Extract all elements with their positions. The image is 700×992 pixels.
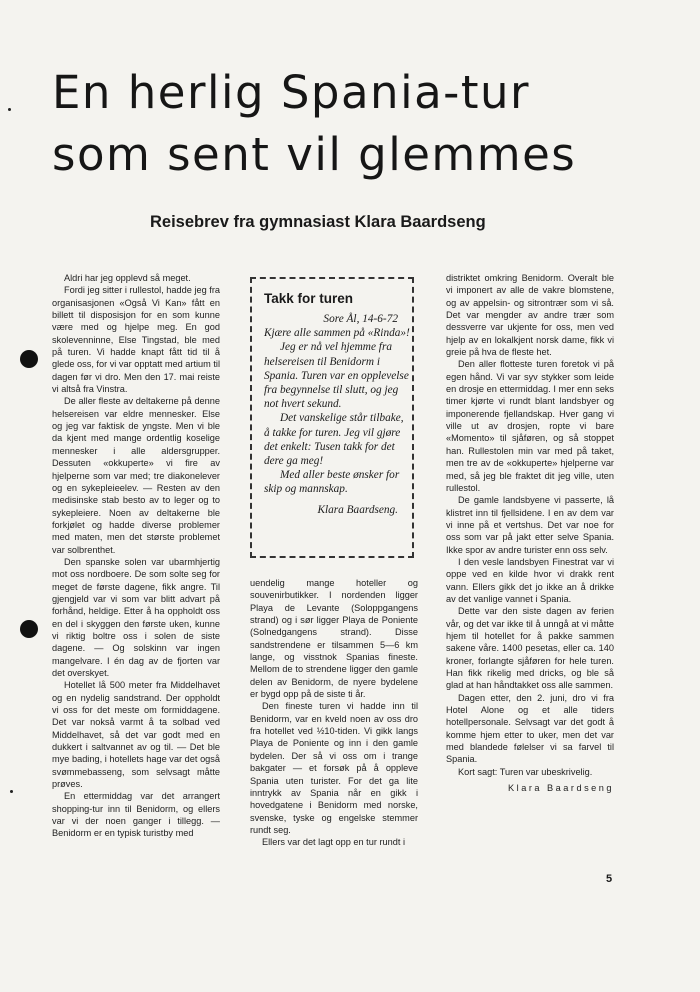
page-speck [10, 790, 13, 793]
punch-hole-bottom [20, 620, 38, 638]
paragraph: Den spanske solen var ubarmhjertig mot oss nordboere. De som solte seg for meget de første dagene, fikk angre. Til gjengjeld var vi som var blitt advart på forhånd, heldige. Etter å ha oppholdt oss en del i skyggen den første uken, kunne vi riktig boltre oss i solen de siste dagene. — Og solskinn var ingen mangelvare. I én dag av de fjorten var det overskyet. [52, 556, 220, 678]
paragraph: Fordi jeg sitter i rullestol, hadde jeg fra organisasjonen «Også Vi Kan» fått en billett til disposisjon for en som kunne være med og hjelpe meg. En god skolevenninne, Else Tingstad, ble med på turen. Vi hadde knapt fått tid til å glede oss, for vi var opptatt med artium til dagen før vi dro. Men den 17. mai reiste vi altså fra Vinstra. [52, 285, 220, 395]
paragraph: En ettermiddag var det arrangert shopping-tur inn til Benidorm, og ellers var vi der noen ganger i tillegg. — Benidorm er en typisk turistby med [52, 791, 220, 839]
letter-box [250, 277, 414, 558]
letter-body: Med aller beste ønsker for skip og mannskap. [264, 469, 400, 496]
column-1 [52, 272, 220, 840]
column-3 [446, 272, 614, 794]
letter-signature: Klara Baardseng. [317, 503, 398, 516]
letter-greeting: Kjære alle sammen på «Rinda»! [264, 327, 410, 340]
column-2 [250, 577, 418, 849]
paragraph: uendelig mange hoteller og souvenirbutikker. I nordenden ligger Playa de Levante (Soloppgangens strand) og i sør ligger Playa de Poniente (Solnedgangens strand). Disse sandstrendene er tilsammen 5—6 km lange, og visstnok Spanias fineste. Mellom de to strendene ligger den gamle delen av Benidorm, de nyere bydelene er bygd opp på de siste ti år. [250, 578, 418, 700]
letter-body: Jeg er nå vel hjemme fra helsereisen til Benidorm i Spania. Turen var en opplevelse fra begynnelse til slutt, og jeg not hvert sekund. [264, 341, 409, 411]
paragraph: Hotellet lå 500 meter fra Middelhavet og en nydelig sandstrand. Der oppholdt vi oss for det meste om formiddagene. Det var nokså varmt å ta solbad ved Middelhavet, så det var godt med en dukkert i saltvannet av og til. — Det ble mye bading, i hotellets hage var det også svømmebasseng, som selvsagt måtte prøves. [52, 680, 220, 790]
letter-text [264, 312, 412, 517]
paragraph: De aller fleste av deltakerne på denne helsereisen var eldre mennesker. Else og jeg var faktisk de yngste. Men vi ble da kjent med mange ordentlig koselige mennesker i alle aldersgrupper. Dessuten «okkuperte» vi fire av hjelperne som var med; tre diakonelever og en sykepleieelev. — Resten av den medisinske stab besto av to leger og to sykepleiere. Noen av deltakerne ble forkjølet og hadde diverse problemer med maten, men det største problemet var solbrenthet. [52, 396, 220, 555]
article-title [52, 62, 662, 186]
page-speck [8, 108, 11, 111]
letter-body: Det vanskelige står tilbake, å takke for turen. Jeg vil gjøre det enkelt: Tusen takk for det dere ga meg! [264, 412, 404, 468]
letter-title: Takk for turen [264, 291, 354, 306]
paragraph: Dagen etter, den 2. juni, dro vi fra Hotel Alone og et alle tiders hotellpersonale. Selvsagt var det godt å komme hjem etter to uker, men det var med blandede følelser vi sa farvel til Spania. [446, 692, 614, 765]
paragraph: I den vesle landsbyen Finestrat var vi oppe ved en kilde hvor vi drakk rent vann. Ellers gikk det jo ikke an å drikke av det vanlige vannet i Spania. [446, 556, 614, 604]
paragraph: distriktet omkring Benidorm. Overalt ble vi imponert av alle de vakre blomstene, og av appelsin- og sitrontrær som vi så. Det var mengder av andre trær som dessverre var ukjente for oss, men ved hjelp av en lokalkjent norsk dame, fikk vi greie på hva de fleste het. [446, 273, 614, 358]
letter-place-date: Sore Ål, 14-6-72 [323, 313, 398, 325]
title-line-2: som sent vil glemmes [52, 128, 577, 181]
paragraph: Den fineste turen vi hadde inn til Benidorm, var en kveld noen av oss dro fra hotellet ved ½10-tiden. Vi gikk langs Playa de Poniente og inn i den gamle bydelen. Der så vi oss om i trange bakgater — et forsøk på å oppleve Spania uten turister. For det ga lite inntrykk av Spania når en gikk i hovedgatene i Benidorm med norske, svenske, tyske og engelske stemmer rundt seg. [250, 701, 418, 835]
paragraph: Kort sagt: Turen var ubeskrivelig. [458, 766, 593, 777]
paragraph: Ellers var det lagt opp en tur rundt i [262, 837, 405, 848]
paragraph: De gamle landsbyene vi passerte, lå klistret inn til fjellsidene. I en av dem var vi inne på et vertshus. Det var noe for oss som var på jakt etter selve Spania. Ikke spor av andre turister enn oss selv. [446, 495, 614, 555]
article-subtitle: Reisebrev fra gymnasiast Klara Baardseng [150, 213, 486, 231]
title-line-1: En herlig Spania-tur [52, 66, 531, 119]
paragraph: Den aller flotteste turen foretok vi på egen hånd. Vi var syv stykker som leide en drosje en ettermiddag. I mer enn seks timer kjørte vi rundt blant landsbyer og imponerende fjellandskap. Hver gang vi ville ut av drosjen, ropte vi bare «Momento» til sjåføren, og så stoppet han. Rullestolen min var med på taket, men tre av de «okkuperte» hjelperne var med, så jeg ble fraktet dit jeg ville, uten rullestol. [446, 359, 614, 493]
page-number: 5 [606, 873, 613, 885]
punch-hole-top [20, 350, 38, 368]
author-signature: Klara Baardseng [508, 783, 614, 794]
paragraph: Aldri har jeg opplevd så meget. [64, 273, 191, 283]
paragraph: Dette var den siste dagen av ferien vår, og det var ikke til å unngå at vi måtte hjem til hotellet for å pakke sammen sakene våre. 1400 pesetas, eller ca. 140 kroner, forlangte sjåføren for hele turen. Han fikk rikelig med dricks, og ble så glad at han håndtakket oss alle sammen. [446, 606, 614, 691]
